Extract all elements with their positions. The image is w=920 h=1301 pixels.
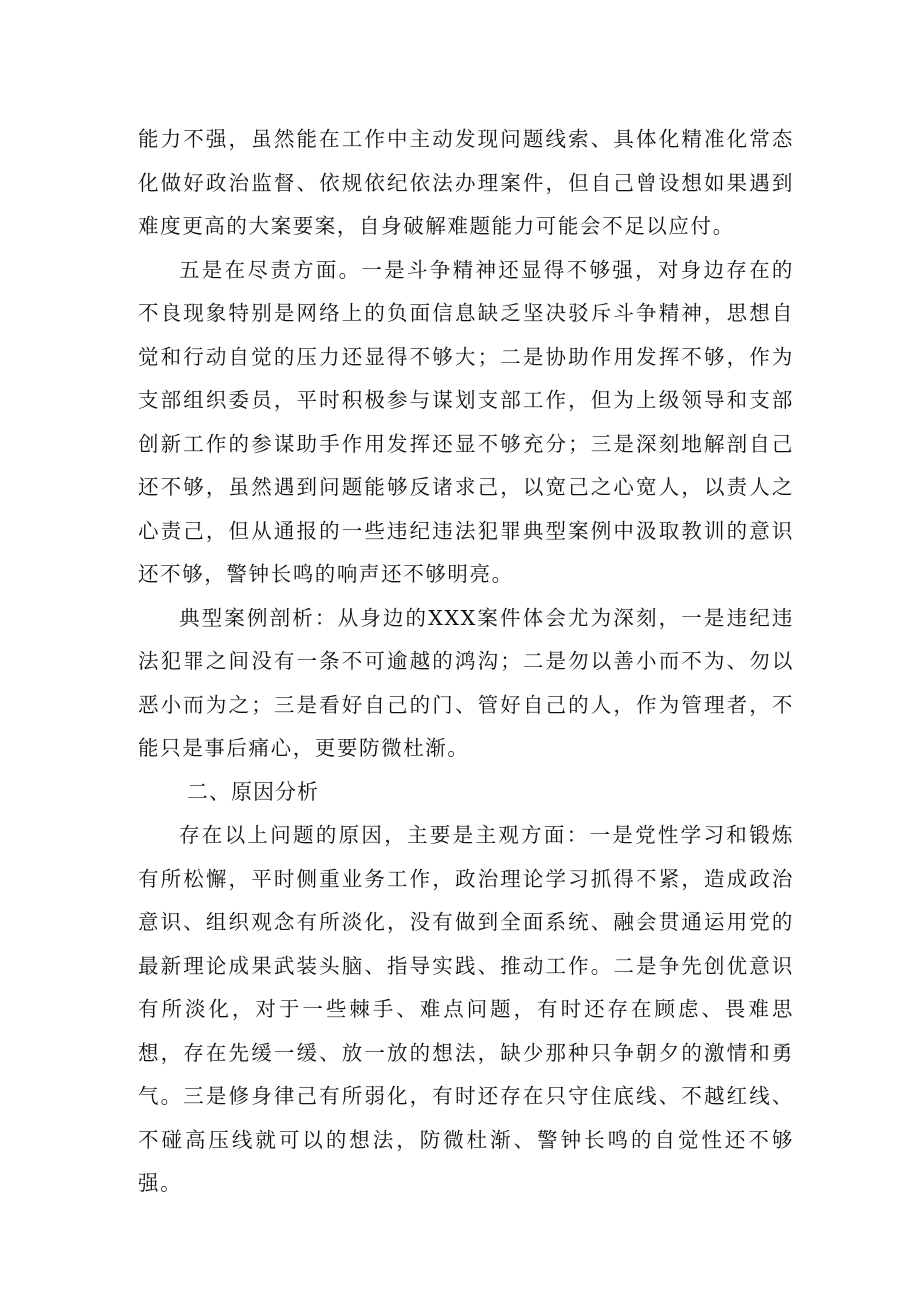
document-body: [138, 118, 794, 1206]
paragraph-responsibility: 五是在尽责方面。一是斗争精神还显得不够强，对身边存在的不良现象特别是网络上的负面信息缺乏坚决驳斥斗争精神，思想自觉和行动自觉的压力还显得不够大；二是协助作用发挥不够，作为支部组织委员，平时积极参与谋划支部工作，但为上级领导和支部创新工作的参谋助手作用发挥还显不够充分；三是深刻地解剖自己还不够，虽然遇到问题能够反诸求己，以宽己之心宽人，以责人之心责己，但从通报的一些违纪违法犯罪典型案例中汲取教训的意识还不够，警钟长鸣的响声还不够明亮。: [138, 257, 794, 586]
paragraph-cause-analysis: 存在以上问题的原因，主要是主观方面：一是党性学习和锻炼有所松懈，平时侧重业务工作，政治理论学习抓得不紧，造成政治意识、组织观念有所淡化，没有做到全面系统、融会贯通运用党的最新理论成果武装头脑、指导实践、推动工作。二是争先创优意识有所淡化，对于一些棘手、难点问题，有时还存在顾虑、畏难思想，存在先缓一缓、放一放的想法，缺少那种只争朝夕的激情和勇气。三是修身律己有所弱化，有时还存在只守住底线、不越红线、不碰高压线就可以的想法，防微杜渐、警钟长鸣的自觉性还不够强。: [138, 823, 794, 1195]
paragraph-ability: 能力不强，虽然能在工作中主动发现问题线索、具体化精准化常态化做好政治监督、依规依纪依法办理案件，但自己曾设想如果遇到难度更高的大案要案，自身破解难题能力可能会不足以应付。: [138, 127, 794, 238]
section-heading-cause-analysis: 二、原因分析: [187, 779, 319, 804]
paragraph-case-analysis: 典型案例剖析：从身边的XXX案件体会尤为深刻，一是违纪违法犯罪之间没有一条不可逾越的鸿沟；二是勿以善小而不为、勿以恶小而为之；三是看好自己的门、管好自己的人，作为管理者，不能只是事后痛心，更要防微杜渐。: [138, 605, 794, 760]
